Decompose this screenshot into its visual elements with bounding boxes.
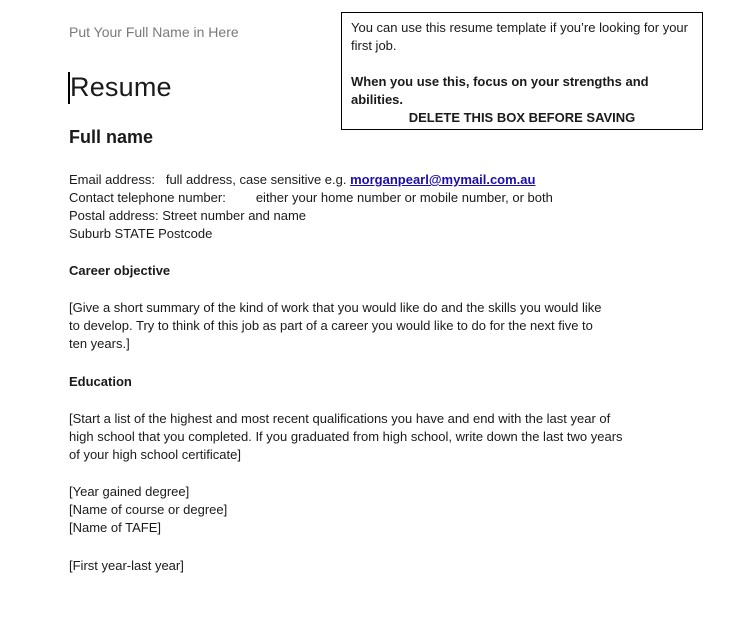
education-year: [Year gained degree] [69, 484, 190, 499]
career-section [69, 262, 629, 280]
education-heading: Education [69, 374, 132, 389]
phone-description: either your home number or mobile number, or both [255, 190, 553, 205]
template-info-box[interactable] [341, 12, 703, 130]
full-name-heading[interactable]: Full name [69, 127, 154, 147]
career-text-block [69, 299, 614, 353]
education-years: [First year-last year] [69, 558, 184, 573]
career-heading: Career objective [69, 263, 171, 278]
education-years-block [69, 557, 629, 575]
education-section [69, 373, 629, 391]
info-box-delete-note: DELETE THIS BOX BEFORE SAVING [408, 110, 636, 125]
email-line [69, 171, 629, 189]
career-text: [Give a short summary of the kind of work that you would like do and the skills you would like to develop. Try to think of this job as part of a career you would like to do for the next five to ten years.] [69, 300, 602, 351]
postal-line: Postal address: Street number and name [69, 208, 307, 223]
email-description: full address, case sensitive e.g. [165, 172, 347, 187]
info-box-line-1: You can use this resume template if you’re looking for your first job. [351, 20, 688, 53]
phone-line [69, 189, 629, 207]
info-box-line-2: When you use this, focus on your strengths and abilities. [351, 74, 649, 107]
page-title[interactable]: Resume [70, 72, 172, 102]
suburb-line: Suburb STATE Postcode [69, 226, 213, 241]
phone-label: Contact telephone number: [69, 190, 226, 205]
education-text: [Start a list of the highest and most recent qualifications you have and end with the last year of high school that you completed. If you graduated from high school, write down the last two years of your high school certificate] [69, 411, 623, 462]
name-placeholder[interactable]: Put Your Full Name in Here [69, 24, 239, 40]
education-tafe: [Name of TAFE] [69, 520, 161, 535]
education-details [69, 483, 629, 537]
email-label: Email address: [69, 172, 155, 187]
education-text-block [69, 410, 629, 464]
education-course: [Name of course or degree] [69, 502, 228, 517]
contact-section [69, 171, 629, 243]
email-link[interactable]: morganpearl@mymail.com.au [350, 172, 536, 187]
